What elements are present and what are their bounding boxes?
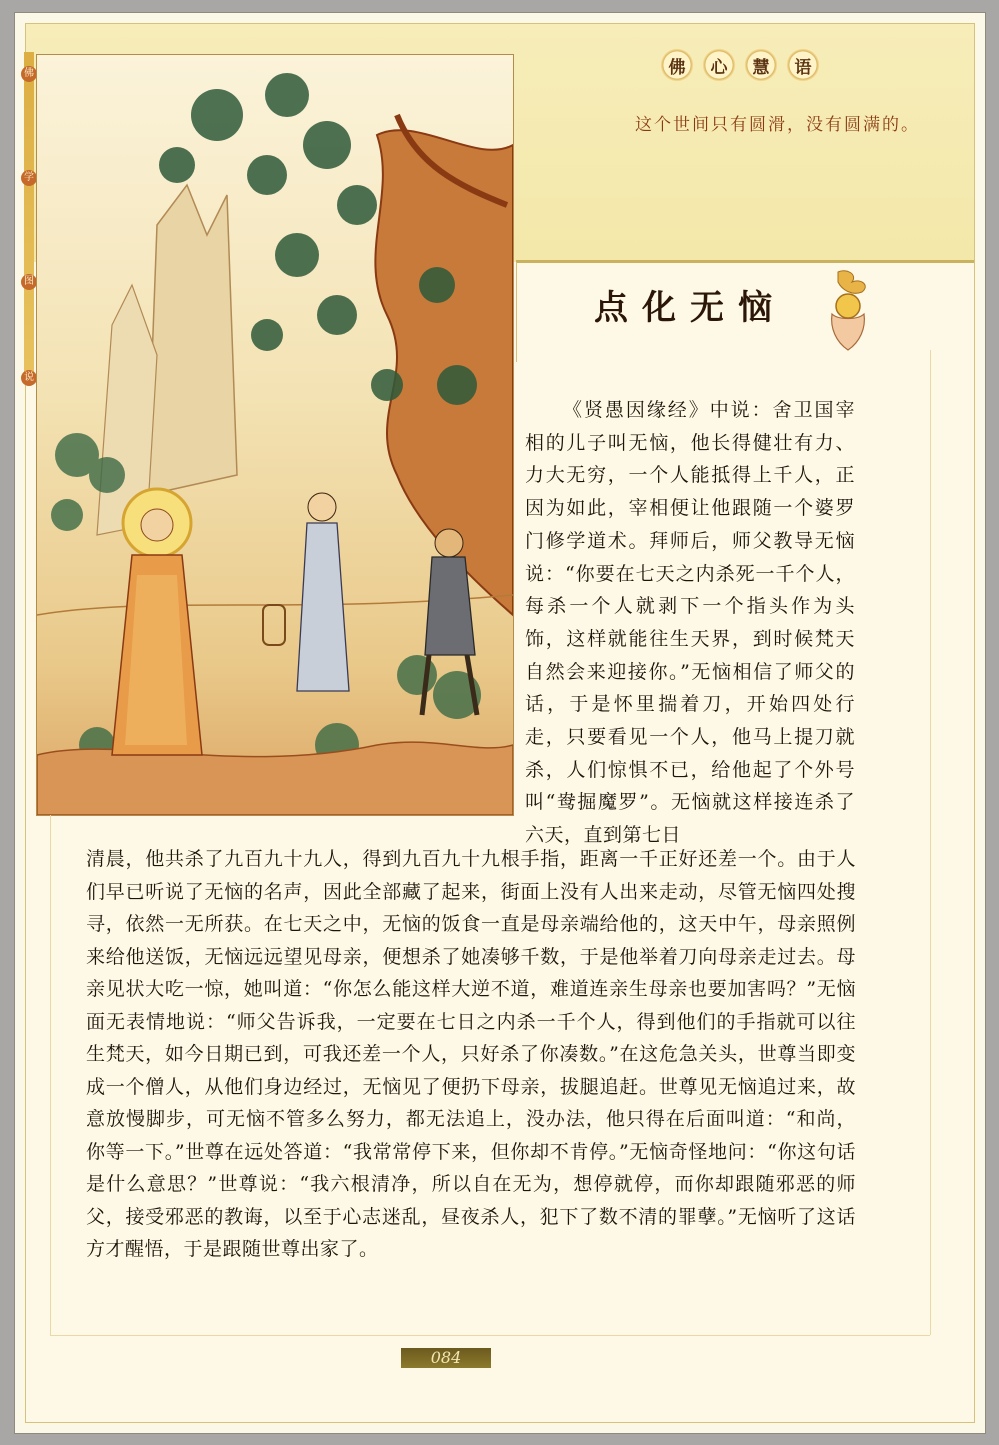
motto-text: 这个世间只有圆滑，没有圆满的。 bbox=[635, 115, 920, 135]
hand-orb-icon bbox=[818, 268, 878, 354]
painting-svg bbox=[37, 55, 513, 815]
side-strip bbox=[24, 52, 34, 382]
motto-title bbox=[660, 48, 820, 82]
text-frame-right bbox=[930, 350, 931, 1335]
paragraph-right: 《贤愚因缘经》中说：舍卫国宰相的儿子叫无恼，他长得健壮有力、力大无穷，一个人能抵得上千人，正因为如此，宰相便让他跟随一个婆罗门修学道术。拜师后，师父教导无恼说：“你要在七天之内杀死一千个人，每杀一个人就剥下一个指头作为头饰，这样就能往生天界，到时候梵天自然会来迎接你。”无恼相信了师父的话，于是怀里揣着刀，开始四处行走，只要看见一个人，他马上提刀就杀，人们惊惧不已，给他起了个外号叫“鸯掘魔罗”。无恼就这样接连杀了六天，直到第七日 bbox=[525, 399, 855, 847]
motto-title-char: 佛 bbox=[660, 48, 694, 82]
side-label: 学 bbox=[21, 170, 37, 186]
side-label: 说 bbox=[21, 370, 37, 386]
text-frame-left bbox=[50, 815, 51, 1335]
motto-title-char: 语 bbox=[786, 48, 820, 82]
page-number: 084 bbox=[401, 1348, 491, 1368]
article-title: 点化无恼 bbox=[594, 288, 786, 328]
side-label: 佛 bbox=[21, 66, 37, 82]
motto-title-char: 慧 bbox=[744, 48, 778, 82]
illustration bbox=[36, 54, 514, 816]
motto-title-char: 心 bbox=[702, 48, 736, 82]
paragraph-full: 清晨，他共杀了九百九十九人，得到九百九十九根手指，距离一千正好还差一个。由于人们早已听说了无恼的名声，因此全部藏了起来，街面上没有人出来走动，尽管无恼四处搜寻，依然一无所获。在七天之中，无恼的饭食一直是母亲端给他的，这天中午，母亲照例来给他送饭，无恼远远望见母亲，便想杀了她凑够千数，于是他举着刀向母亲走过去。母亲见状大吃一惊，她叫道：“你怎么能这样大逆不道，难道连亲生母亲也要加害吗？”无恼面无表情地说：“师父告诉我，一定要在七日之内杀一千个人，得到他们的手指就可以往生梵天，如今日期已到，可我还差一个人，只好杀了你凑数。”在这危急关头，世尊当即变成一个僧人，从他们身边经过，无恼见了便扔下母亲，拔腿追赶。世尊见无恼追过来，故意放慢脚步，可无恼不管多么努力，都无法追上，没办法，他只得在后面叫道：“和尚，你等一下。”世尊在远处答道：“我常常停下来，但你却不肯停。”无恼奇怪地问：“你这句话是什么意思？”世尊说：“我六根清净，所以自在无为，想停就停，而你却跟随邪恶的师父，接受邪恶的教诲，以至于心志迷乱，昼夜杀人，犯下了数不清的罪孽。”无恼听了这话方才醒悟，于是跟随世尊出家了。 bbox=[86, 848, 856, 1260]
text-frame-bottom bbox=[50, 1335, 930, 1336]
side-label: 图 bbox=[21, 274, 37, 290]
